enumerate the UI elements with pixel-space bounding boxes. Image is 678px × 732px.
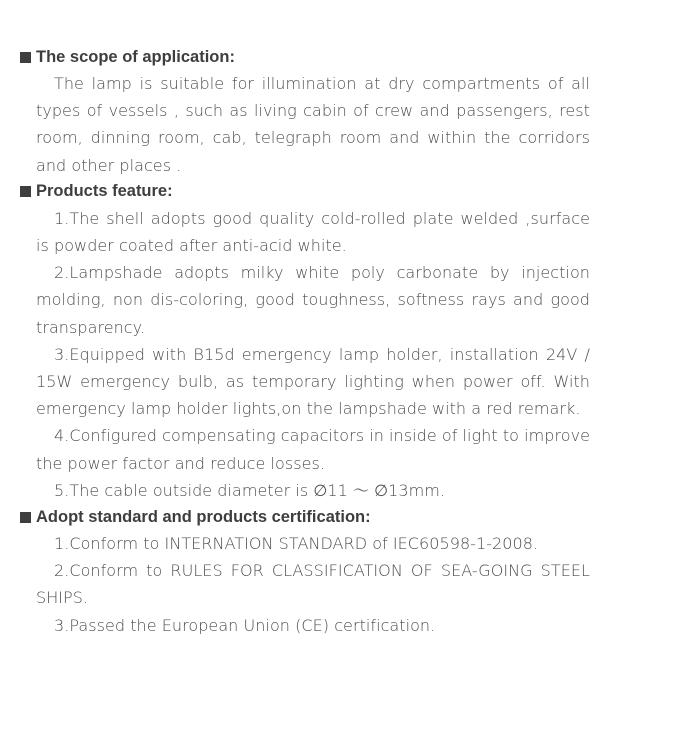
certification-item-3: 3.Passed the European Union (CE) certification. (54, 615, 436, 635)
certification-item-1: 1.Conform to INTERNATION STANDARD of IEC60598-1-2008. (54, 534, 539, 554)
document-body (20, 44, 590, 639)
section-heading-text: Products feature: (36, 182, 173, 201)
square-bullet-icon (20, 512, 31, 523)
paragraph-scope: The lamp is suitable for illumination at dry compartments of all types of vessels , such as living cabin of crew and passengers, rest room, dinning room, cab, telegraph room and within the corridors and other places . (36, 74, 590, 175)
section-heading-text: Adopt standard and products certification: (36, 507, 371, 526)
section-heading (20, 179, 590, 205)
section-standards-certification (20, 504, 590, 639)
feature-item-1: 1.The shell adopts good quality cold-rolled plate welded ,surface is powder coated after anti-acid white. (36, 208, 590, 256)
square-bullet-icon (20, 52, 31, 63)
feature-item-3: 3.Equipped with B15d emergency lamp holder, installation 24V / 15W emergency bulb, as temporary lighting when power off. With emergency lamp holder lights,on the lampshade with a red remark. (36, 344, 590, 419)
feature-item-5: 5.The cable outside diameter is ∅11 ～ ∅13mm. (54, 480, 446, 500)
section-products-feature (20, 179, 590, 504)
section-heading-text: The scope of application: (36, 47, 235, 66)
feature-item-4: 4.Configured compensating capacitors in inside of light to improve the power factor and reduce losses. (36, 426, 590, 473)
square-bullet-icon (20, 186, 31, 197)
section-scope-of-application (20, 44, 590, 179)
certification-item-2: 2.Conform to RULES FOR CLASSIFICATION OF SEA-GOING STEEL SHIPS. (36, 561, 590, 608)
section-heading (20, 44, 590, 70)
section-heading (20, 504, 590, 530)
feature-item-2: 2.Lampshade adopts milky white poly carbonate by injection molding, non dis-coloring, good toughness, softness rays and good transparency. (36, 263, 590, 337)
